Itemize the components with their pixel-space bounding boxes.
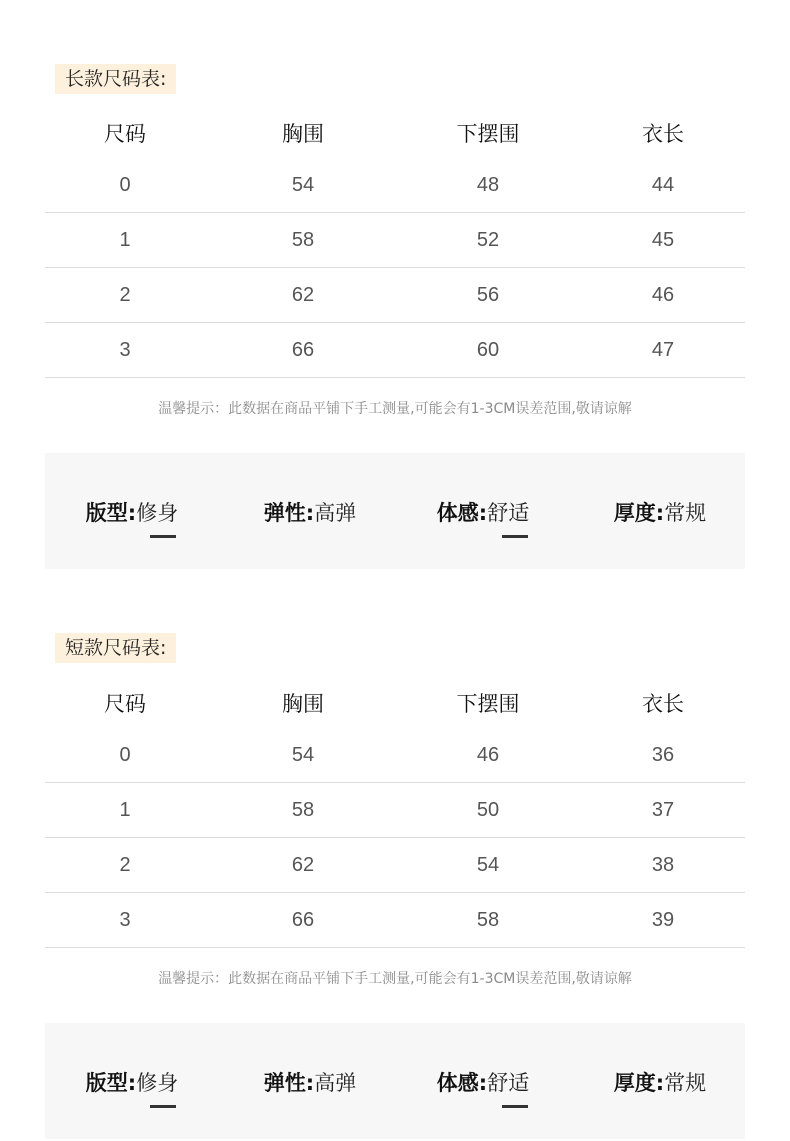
- table-header-row: [45, 108, 745, 158]
- cell-size: 3: [119, 338, 131, 361]
- property-key: 弹性:: [263, 501, 315, 525]
- table-header-row: [45, 678, 745, 728]
- cell-size: 1: [119, 228, 131, 251]
- property-fit: [86, 1067, 178, 1097]
- long-size-table: [45, 108, 745, 378]
- cell-length: 44: [651, 173, 675, 196]
- table-row: [45, 728, 745, 783]
- header-length: 衣长: [642, 692, 684, 716]
- header-size: 尺码: [104, 122, 146, 146]
- table-row: [45, 158, 745, 213]
- selected-indicator: [150, 535, 176, 538]
- table-row: [45, 893, 745, 948]
- table-row: [45, 838, 745, 893]
- selected-indicator: [502, 535, 528, 538]
- cell-hem: 56: [476, 283, 500, 306]
- cell-length: 36: [651, 743, 675, 766]
- selected-indicator: [150, 1105, 176, 1108]
- cell-chest: 62: [291, 853, 315, 876]
- measurement-note: 温馨提示：此数据在商品平铺下手工测量,可能会有1-3CM误差范围,敬请谅解: [158, 401, 632, 417]
- table-row: [45, 213, 745, 268]
- cell-size: 2: [119, 853, 131, 876]
- cell-chest: 66: [291, 338, 315, 361]
- property-key: 厚度:: [613, 1071, 665, 1095]
- table-row: [45, 783, 745, 838]
- cell-chest: 58: [291, 798, 315, 821]
- property-elasticity: [264, 1067, 356, 1097]
- cell-hem: 46: [476, 743, 500, 766]
- cell-hem: 50: [476, 798, 500, 821]
- long-size-title: 长款尺码表:: [55, 64, 176, 94]
- cell-size: 0: [119, 173, 131, 196]
- cell-hem: 54: [476, 853, 500, 876]
- cell-chest: 54: [291, 743, 315, 766]
- cell-length: 38: [651, 853, 675, 876]
- cell-chest: 54: [291, 173, 315, 196]
- property-key: 版型:: [85, 501, 137, 525]
- cell-length: 45: [651, 228, 675, 251]
- cell-size: 1: [119, 798, 131, 821]
- property-feel: [437, 497, 529, 527]
- cell-chest: 66: [291, 908, 315, 931]
- header-hem: 下摆围: [456, 692, 520, 716]
- short-size-title: 短款尺码表:: [55, 633, 176, 663]
- property-elasticity: [264, 497, 356, 527]
- cell-size: 3: [119, 908, 131, 931]
- property-feel: [437, 1067, 529, 1097]
- cell-length: 37: [651, 798, 675, 821]
- property-value: 修身: [136, 501, 179, 525]
- property-key: 体感:: [436, 1071, 488, 1095]
- property-key: 厚度:: [613, 501, 665, 525]
- cell-hem: 60: [476, 338, 500, 361]
- cell-size: 0: [119, 743, 131, 766]
- property-value: 高弹: [314, 1071, 357, 1095]
- property-value: 舒适: [487, 1071, 530, 1095]
- cell-hem: 58: [476, 908, 500, 931]
- measurement-note: 温馨提示：此数据在商品平铺下手工测量,可能会有1-3CM误差范围,敬请谅解: [158, 971, 632, 987]
- header-length: 衣长: [642, 122, 684, 146]
- property-value: 高弹: [314, 501, 357, 525]
- property-key: 体感:: [436, 501, 488, 525]
- header-hem: 下摆围: [456, 122, 520, 146]
- cell-chest: 58: [291, 228, 315, 251]
- header-size: 尺码: [104, 692, 146, 716]
- property-fit: [86, 497, 178, 527]
- property-value: 舒适: [487, 501, 530, 525]
- cell-chest: 62: [291, 283, 315, 306]
- cell-size: 2: [119, 283, 131, 306]
- table-row: [45, 323, 745, 378]
- property-key: 版型:: [85, 1071, 137, 1095]
- property-thickness: [614, 497, 706, 527]
- fabric-properties-panel: [45, 453, 745, 569]
- cell-hem: 48: [476, 173, 500, 196]
- cell-hem: 52: [476, 228, 500, 251]
- cell-length: 46: [651, 283, 675, 306]
- table-row: [45, 268, 745, 323]
- header-chest: 胸围: [282, 692, 324, 716]
- property-key: 弹性:: [263, 1071, 315, 1095]
- fabric-properties-panel: [45, 1023, 745, 1139]
- selected-indicator: [502, 1105, 528, 1108]
- property-value: 常规: [664, 1071, 707, 1095]
- cell-length: 39: [651, 908, 675, 931]
- short-size-table: [45, 678, 745, 948]
- property-value: 常规: [664, 501, 707, 525]
- header-chest: 胸围: [282, 122, 324, 146]
- cell-length: 47: [651, 338, 675, 361]
- property-value: 修身: [136, 1071, 179, 1095]
- property-thickness: [614, 1067, 706, 1097]
